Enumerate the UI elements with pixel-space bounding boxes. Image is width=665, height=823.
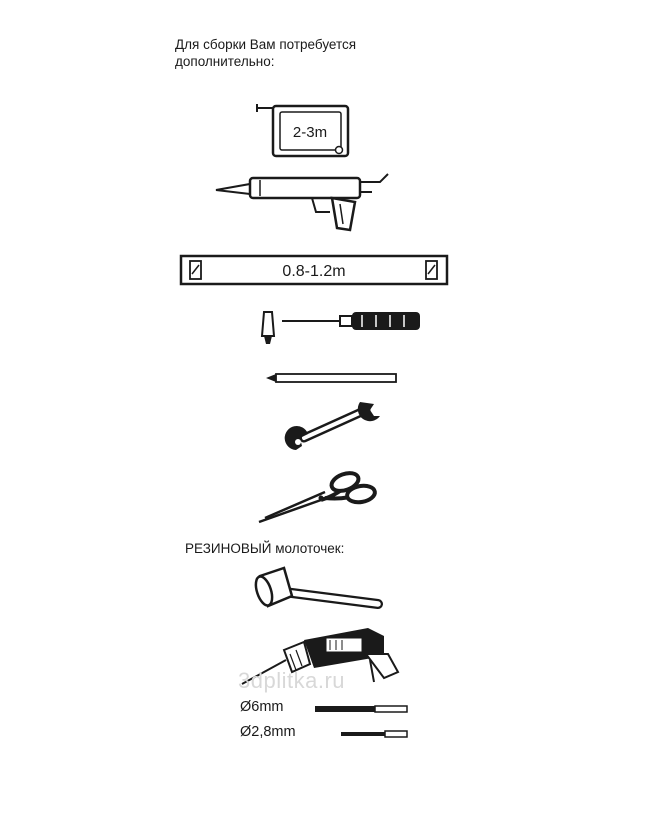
drill-bit-6mm-label: Ø6mm <box>240 699 284 715</box>
drill-bit-2-8mm-icon <box>340 729 410 739</box>
rubber-mallet-icon <box>250 562 386 618</box>
spirit-level-label: 0.8-1.2m <box>282 263 346 280</box>
instructions-heading <box>175 36 475 70</box>
tape-measure-icon <box>255 100 355 165</box>
scissors-icon <box>255 470 377 526</box>
spirit-level-icon <box>180 254 450 286</box>
wrench-icon <box>286 398 386 454</box>
watermark: 3dplitka.ru <box>238 668 346 693</box>
heading-line-2: дополнительно: <box>175 54 275 69</box>
screwdriver-icon <box>258 306 426 348</box>
drill-bit-6mm-icon <box>314 704 410 714</box>
hammer-caption: РЕЗИНОВЫЙ молоточек: <box>185 541 345 556</box>
pencil-icon <box>264 372 400 384</box>
heading-line-1: Для сборки Вам потребуется <box>175 37 357 52</box>
tape-measure-label: 2-3m <box>292 124 328 141</box>
caulking-gun-icon <box>212 172 397 234</box>
drill-bit-2-8mm-label: Ø2,8mm <box>240 724 296 740</box>
